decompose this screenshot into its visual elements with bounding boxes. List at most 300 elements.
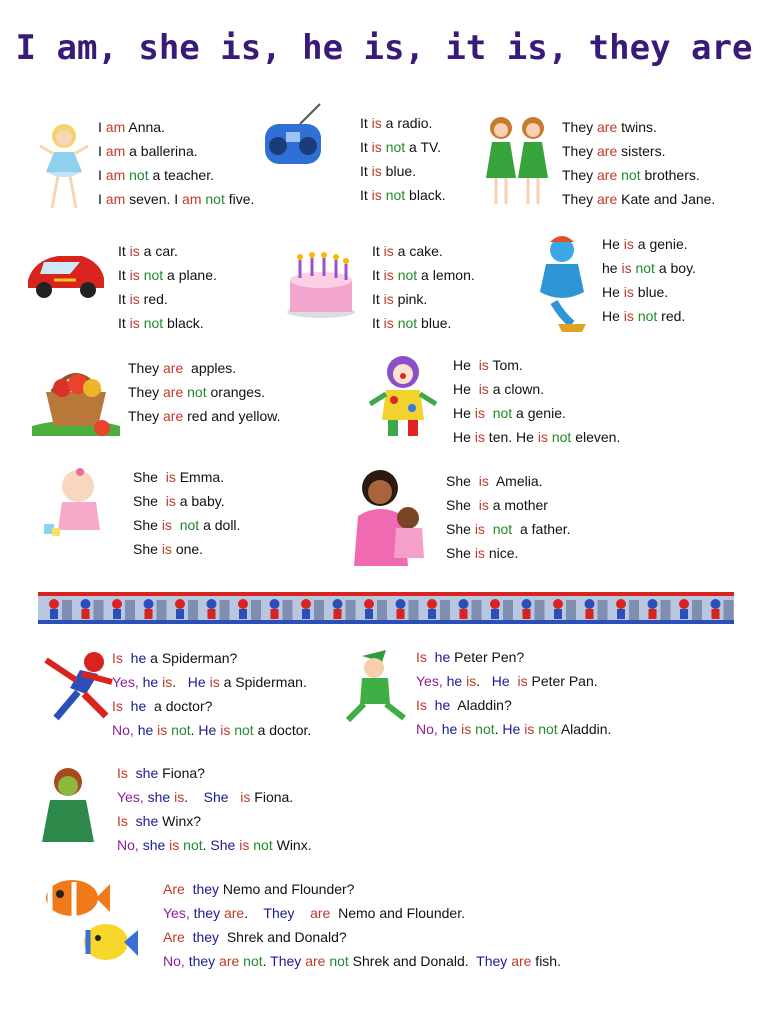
sentence-word: is — [478, 473, 489, 489]
sentence-word: Anna. — [125, 119, 165, 135]
sentence-word: am — [105, 191, 126, 207]
sentence-word: They — [562, 167, 598, 183]
sentence-word: I — [98, 191, 106, 207]
block-cake — [372, 239, 475, 335]
genie-icon — [532, 232, 594, 336]
sentence-word: They — [128, 360, 164, 376]
block-spiderman — [112, 646, 311, 742]
sentence-word: is — [383, 315, 394, 331]
sentence-word: Is — [112, 698, 123, 714]
sentence-word: She — [446, 545, 475, 561]
sentence-line — [446, 541, 571, 565]
peter-pan-icon — [342, 646, 408, 728]
sentence-line — [163, 877, 561, 901]
block-nemo — [163, 877, 561, 973]
sentence-line — [98, 163, 254, 187]
sentence-word: not — [492, 405, 513, 421]
sentence-word: It — [118, 315, 130, 331]
sentence-word: a doll. — [199, 517, 241, 533]
sentence-word: is — [209, 674, 220, 690]
sentence-word: not — [253, 837, 273, 853]
sentence-word: oranges. — [206, 384, 265, 400]
sentence-word: am — [182, 191, 202, 207]
sentence-line — [446, 469, 571, 493]
sentence-word: Yes, — [163, 905, 194, 921]
sentence-word: five. — [224, 191, 255, 207]
block-genie — [602, 232, 696, 328]
sentence-word: It — [118, 267, 130, 283]
sentence-word: He — [453, 429, 475, 445]
sentence-word: not — [179, 517, 200, 533]
sentence-word: Yes, — [112, 674, 143, 690]
sentence-word: is — [623, 308, 634, 324]
sentence-word: he — [130, 698, 147, 714]
block-apples — [128, 356, 281, 428]
sentence-word: Kate and Jane. — [617, 191, 716, 207]
sentence-word: It — [372, 243, 384, 259]
sentence-word: is — [474, 545, 485, 561]
sentence-word: is — [162, 674, 173, 690]
sentence-word: She — [446, 473, 479, 489]
sentence-word: is — [165, 493, 176, 509]
sentence-word: They — [562, 119, 598, 135]
sentence-word: is — [517, 673, 528, 689]
sentence-word: a teacher. — [148, 167, 214, 183]
sentence-word: a mother — [488, 497, 548, 513]
sentence-line — [372, 311, 475, 335]
sentence-word — [295, 905, 311, 921]
sentence-word: Nemo and Flounder. — [330, 905, 465, 921]
sentence-line — [117, 761, 312, 785]
sentence-word: Peter Pen? — [450, 649, 525, 665]
sentence-word: is — [371, 163, 382, 179]
sentence-word — [128, 813, 136, 829]
sentence-word: she — [135, 765, 159, 781]
sentence-word: is — [174, 789, 185, 805]
sentence-word: are — [305, 953, 326, 969]
sentence-word: . — [494, 721, 503, 737]
sentence-word: they — [193, 905, 221, 921]
sentence-word: they — [188, 953, 216, 969]
sentence-word: is — [371, 115, 382, 131]
sentence-word: nice. — [484, 545, 519, 561]
sentence-word: not — [385, 139, 406, 155]
sentence-word: am — [105, 143, 126, 159]
sentence-line — [133, 489, 240, 513]
sentence-word: is — [474, 429, 485, 445]
sentence-line — [416, 669, 611, 693]
sentence-word: No, — [112, 722, 138, 738]
sentence-word: is — [623, 284, 634, 300]
sentence-word — [172, 517, 180, 533]
sentence-word: not — [635, 260, 655, 276]
sentence-word: He — [502, 721, 521, 737]
sentence-word: Nemo and Flounder? — [219, 881, 355, 897]
sentence-word: he — [446, 673, 463, 689]
sentence-word: It — [372, 267, 384, 283]
nemo-icon — [30, 874, 140, 970]
sentence-word: red. — [139, 291, 168, 307]
sentence-word: Winx. — [272, 837, 312, 853]
sentence-word: She — [446, 521, 475, 537]
sentence-word: they — [192, 881, 220, 897]
sentence-word: It — [360, 163, 372, 179]
sentence-word: is — [371, 139, 382, 155]
sentence-word: It — [118, 291, 130, 307]
sentence-word: a genie. — [633, 236, 688, 252]
apples-icon — [28, 356, 124, 440]
sentence-word: he — [434, 649, 451, 665]
fiona-icon — [36, 764, 100, 842]
sentence-line — [372, 263, 475, 287]
mother-icon — [352, 466, 432, 566]
sentence-word: They — [128, 384, 164, 400]
clown-icon — [368, 350, 438, 440]
spiderman-border-strip — [38, 592, 734, 624]
sentence-line — [416, 717, 611, 741]
sentence-word — [485, 405, 493, 421]
sentence-word: they — [192, 929, 220, 945]
sentence-word: is — [239, 837, 250, 853]
sentence-word: She — [446, 497, 479, 513]
sentence-word: red. — [657, 308, 686, 324]
sentence-line — [128, 356, 281, 380]
sentence-word: is — [129, 243, 140, 259]
baby-icon — [40, 464, 112, 540]
sentence-word — [128, 765, 136, 781]
sentence-line — [133, 513, 240, 537]
sentence-word: not — [492, 521, 513, 537]
sentence-word: It — [118, 243, 130, 259]
sentence-word: They — [476, 953, 508, 969]
sentence-word: Fiona? — [158, 765, 205, 781]
sentence-word: a boy. — [654, 260, 696, 276]
sentence-word: a lemon. — [417, 267, 475, 283]
sentence-line — [602, 304, 696, 328]
sentence-word: Are — [163, 929, 185, 945]
sentence-line — [133, 465, 240, 489]
sentence-word: apples. — [183, 360, 237, 376]
sentence-line — [117, 785, 312, 809]
sentence-word: is — [461, 721, 472, 737]
sentence-word: brothers. — [640, 167, 700, 183]
sentence-line — [117, 809, 312, 833]
sentence-word: is — [371, 187, 382, 203]
sentence-word: Is — [416, 649, 427, 665]
radio-icon — [262, 102, 324, 168]
sentence-word: Is — [117, 765, 128, 781]
sentence-line — [112, 694, 311, 718]
sentence-word: are — [597, 119, 618, 135]
sentence-word: a clown. — [488, 381, 545, 397]
sentence-word: Is — [112, 650, 123, 666]
sentence-word: She — [133, 517, 162, 533]
sentence-word: a Spiderman? — [146, 650, 238, 666]
sentence-word: a ballerina. — [125, 143, 198, 159]
twins-icon — [482, 112, 552, 208]
sentence-word: a doctor? — [146, 698, 213, 714]
sentence-line — [118, 239, 217, 263]
sentence-word — [485, 521, 493, 537]
sentence-word: She — [133, 493, 166, 509]
sentence-word: blue. — [417, 315, 452, 331]
sentence-word: Amelia. — [488, 473, 543, 489]
sentence-word: pink. — [393, 291, 428, 307]
sentence-word: He — [187, 674, 206, 690]
sentence-line — [562, 115, 715, 139]
sentence-word: fish. — [531, 953, 561, 969]
sentence-word: He — [602, 236, 624, 252]
sentence-word: It — [372, 291, 384, 307]
sentence-word: It — [360, 139, 372, 155]
sentence-word: is — [383, 243, 394, 259]
sentence-line — [562, 163, 715, 187]
sentence-word: are — [223, 905, 245, 921]
sentence-line — [98, 115, 254, 139]
sentence-word: not — [171, 722, 191, 738]
sentence-word: not — [397, 315, 418, 331]
sentence-line — [360, 111, 446, 135]
sentence-line — [562, 187, 715, 211]
sentence-word: Shrek and Donald. — [348, 953, 477, 969]
sentence-word: is — [478, 497, 489, 513]
sentence-word — [427, 697, 435, 713]
sentence-word: Winx? — [158, 813, 202, 829]
sentence-word: not — [183, 837, 203, 853]
sentence-word: . — [262, 953, 271, 969]
sentence-word: are — [163, 384, 184, 400]
sentence-word: blue. — [633, 284, 669, 300]
sentence-word: are — [597, 191, 618, 207]
sentence-word: Peter Pan. — [527, 673, 598, 689]
block-car — [118, 239, 217, 335]
ballerina-icon — [36, 120, 92, 212]
sentence-line — [416, 645, 611, 669]
sentence-word: not — [205, 191, 225, 207]
sentence-word: he — [602, 260, 622, 276]
sentence-line — [602, 280, 696, 304]
sentence-word: she — [147, 789, 171, 805]
sentence-line — [112, 718, 311, 742]
sentence-word: are — [219, 953, 240, 969]
sentence-word: They — [270, 953, 302, 969]
sentence-word: are — [511, 953, 532, 969]
sentence-line — [453, 401, 620, 425]
sentence-line — [133, 537, 240, 561]
sentence-word: is — [161, 541, 172, 557]
sentence-word: am — [105, 119, 126, 135]
sentence-word: he — [142, 674, 159, 690]
sentence-line — [446, 517, 571, 541]
sentence-word: not — [538, 721, 558, 737]
sentence-word: not — [397, 267, 418, 283]
sentence-word: a genie. — [512, 405, 566, 421]
sentence-word: is — [161, 517, 172, 533]
sentence-word: is — [383, 267, 394, 283]
sentence-word: he — [130, 650, 147, 666]
page-title: I am, she is, he is, it is, they are — [15, 28, 753, 68]
sentence-word: I — [98, 143, 106, 159]
sentence-line — [562, 139, 715, 163]
sentence-word: Aladdin. — [557, 721, 612, 737]
sentence-line — [98, 187, 254, 211]
sentence-word: is — [129, 315, 140, 331]
spiderman-icon — [36, 648, 114, 722]
sentence-word: . — [172, 674, 188, 690]
sentence-word: is — [220, 722, 231, 738]
sentence-line — [372, 287, 475, 311]
sentence-word: I — [98, 167, 106, 183]
sentence-line — [372, 239, 475, 263]
sentence-line — [117, 833, 312, 857]
sentence-word: He — [491, 673, 510, 689]
sentence-word: . — [244, 905, 264, 921]
sentence-word: It — [372, 315, 384, 331]
sentence-line — [98, 139, 254, 163]
sentence-word: am — [105, 167, 126, 183]
sentence-line — [453, 353, 620, 377]
sentence-word: They — [562, 143, 598, 159]
sentence-word: not — [621, 167, 641, 183]
sentence-word: a car. — [139, 243, 178, 259]
sentence-word: a father. — [512, 521, 571, 537]
sentence-line — [360, 135, 446, 159]
sentence-word: Is — [117, 813, 128, 829]
block-emma — [133, 465, 240, 561]
sentence-word: . — [476, 673, 492, 689]
sentence-line — [163, 925, 561, 949]
block-fiona — [117, 761, 312, 857]
sentence-word: . — [202, 837, 211, 853]
sentence-word: seven. I — [125, 191, 183, 207]
sentence-word: not — [143, 315, 164, 331]
sentence-word: a radio. — [381, 115, 433, 131]
sentence-word: Yes, — [416, 673, 447, 689]
sentence-word: a baby. — [175, 493, 225, 509]
sentence-line — [128, 404, 281, 428]
sentence-word: is — [157, 722, 168, 738]
sentence-word: He — [602, 308, 624, 324]
sentence-word: is — [474, 521, 485, 537]
sentence-word: She — [133, 469, 166, 485]
sentence-word: a TV. — [405, 139, 441, 155]
sentence-word: Aladdin? — [450, 697, 512, 713]
sentence-word — [427, 649, 435, 665]
sentence-line — [602, 256, 696, 280]
sentence-word: Shrek and Donald? — [219, 929, 347, 945]
sentence-word: No, — [163, 953, 189, 969]
sentence-word: is — [165, 469, 176, 485]
sentence-line — [446, 493, 571, 517]
sentence-word: He — [198, 722, 217, 738]
sentence-word: is — [478, 381, 489, 397]
sentence-line — [112, 670, 311, 694]
sentence-word: is — [169, 837, 180, 853]
sentence-word: one. — [171, 541, 204, 557]
sentence-word: It — [360, 187, 372, 203]
sentence-word: not — [551, 429, 572, 445]
sentence-line — [163, 949, 561, 973]
sentence-word: a Spiderman. — [219, 674, 307, 690]
sentence-word: They — [263, 905, 295, 921]
car-icon — [24, 246, 108, 302]
cake-icon — [284, 250, 358, 320]
sentence-word: not — [187, 384, 207, 400]
sentence-word: not — [475, 721, 495, 737]
sentence-word: black. — [405, 187, 446, 203]
block-twins — [562, 115, 715, 211]
sentence-line — [118, 263, 217, 287]
sentence-word: is — [474, 405, 485, 421]
sentence-word: sisters. — [617, 143, 666, 159]
sentence-word: Is — [416, 697, 427, 713]
sentence-word: It — [360, 115, 372, 131]
sentence-word: not — [385, 187, 406, 203]
sentence-word: twins. — [617, 119, 657, 135]
sentence-word: not — [243, 953, 263, 969]
sentence-word: is — [478, 357, 489, 373]
block-radio — [360, 111, 446, 207]
sentence-word: is — [129, 267, 140, 283]
sentence-word: Tom. — [488, 357, 523, 373]
sentence-word: he — [137, 722, 154, 738]
sentence-word: Yes, — [117, 789, 148, 805]
sentence-word: They — [562, 191, 598, 207]
sentence-word: She — [133, 541, 162, 557]
sentence-word: . — [184, 789, 204, 805]
sentence-word: No, — [117, 837, 143, 853]
sentence-word: not — [143, 267, 164, 283]
sentence-word: not — [129, 167, 149, 183]
sentence-word: She — [203, 789, 229, 805]
sentence-word: He — [453, 381, 479, 397]
sentence-word: not — [329, 953, 349, 969]
sentence-word: is — [129, 291, 140, 307]
sentence-word: are — [597, 143, 618, 159]
sentence-line — [602, 232, 696, 256]
sentence-line — [118, 311, 217, 335]
block-anna — [98, 115, 254, 211]
sentence-line — [128, 380, 281, 404]
sentence-word — [123, 698, 131, 714]
sentence-word: black. — [163, 315, 204, 331]
sentence-word: is — [466, 673, 477, 689]
sentence-word — [185, 881, 193, 897]
sentence-word: is — [621, 260, 632, 276]
sentence-word: He — [602, 284, 624, 300]
sentence-word: not — [637, 308, 658, 324]
sentence-word: blue. — [381, 163, 417, 179]
sentence-word: he — [441, 721, 458, 737]
sentence-word: are — [163, 360, 184, 376]
sentence-line — [112, 646, 311, 670]
sentence-word: is — [383, 291, 394, 307]
sentence-word: Are — [163, 881, 185, 897]
sentence-line — [453, 425, 620, 449]
sentence-word: is — [537, 429, 548, 445]
sentence-word: is — [623, 236, 634, 252]
block-tom — [453, 353, 620, 449]
sentence-word: No, — [416, 721, 442, 737]
sentence-word: She — [210, 837, 236, 853]
sentence-word: she — [142, 837, 166, 853]
sentence-word: she — [135, 813, 159, 829]
sentence-word: are — [310, 905, 331, 921]
sentence-word — [123, 650, 131, 666]
sentence-word: Emma. — [175, 469, 225, 485]
sentence-line — [453, 377, 620, 401]
sentence-word: I — [98, 119, 106, 135]
